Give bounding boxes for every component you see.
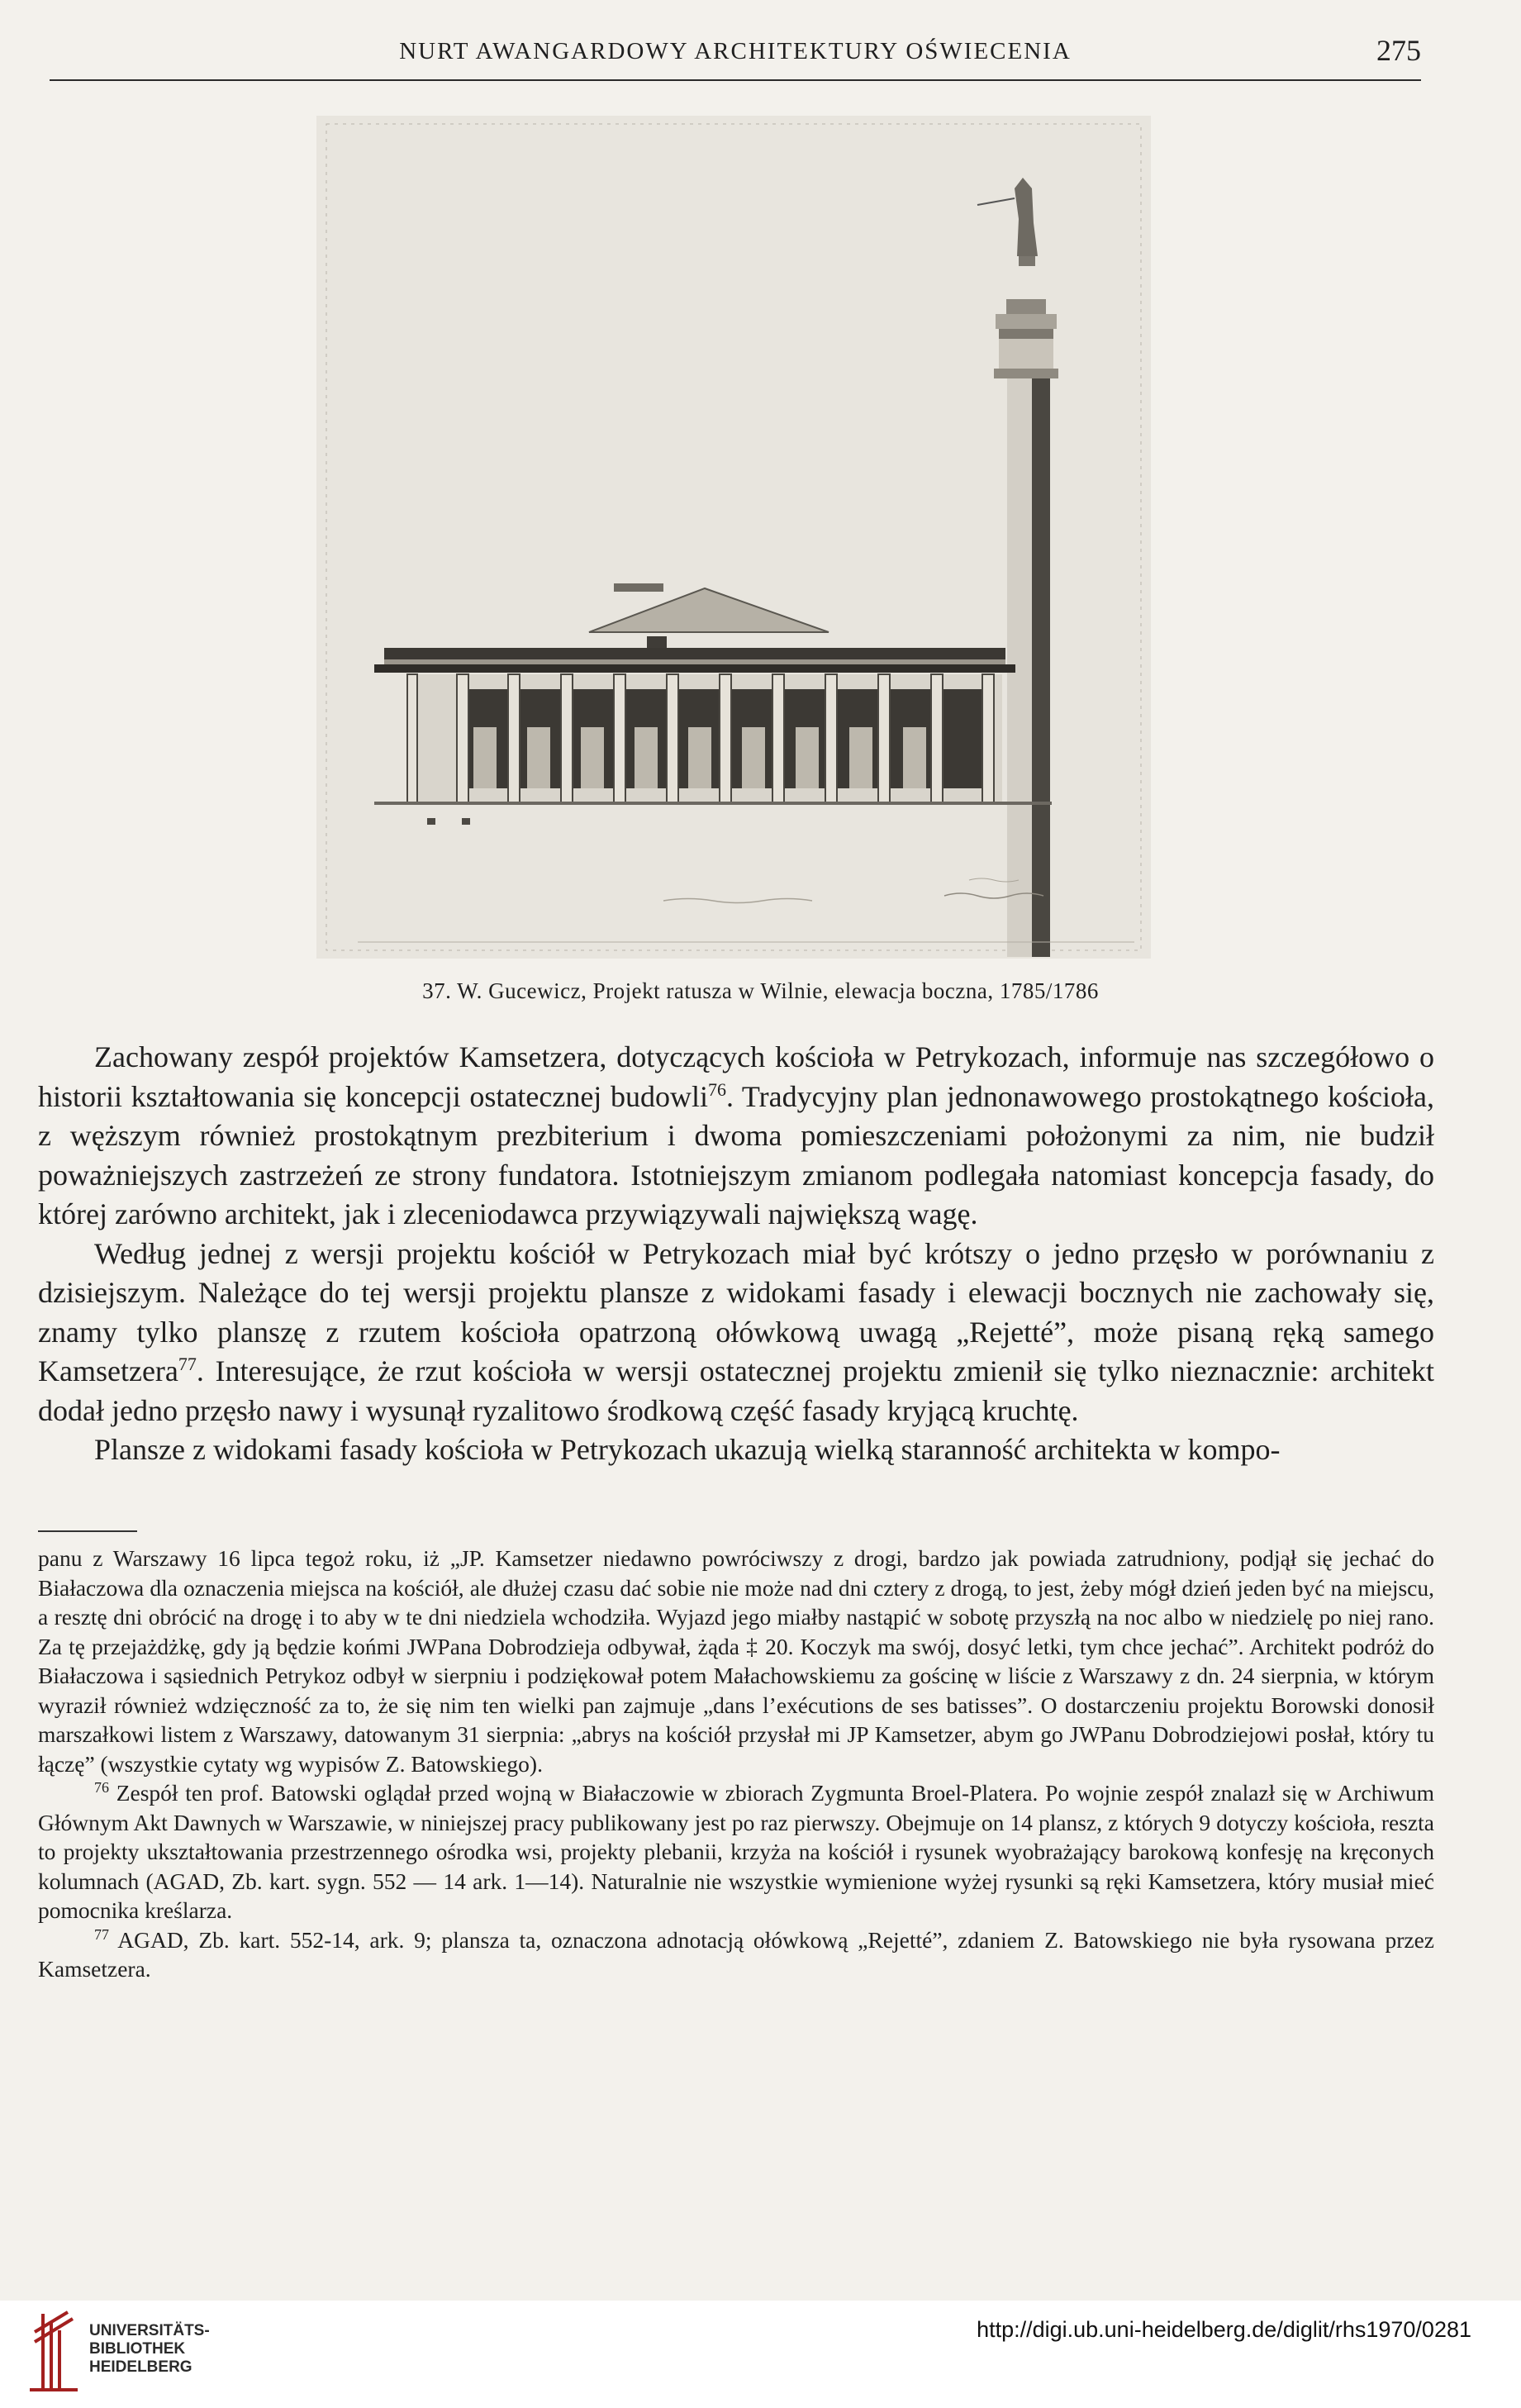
- paragraph: [38, 1235, 1434, 1431]
- library-name-line: HEIDELBERG: [89, 2358, 193, 2376]
- footnote-rule: [38, 1530, 137, 1532]
- footnote-number: 76: [94, 1778, 109, 1796]
- footnote-continued: panu z Warszawy 16 lipca tegoż roku, iż „JP. Kamsetzer niedawno powróciwszy z drogi, bardzo jak powiada zatrudniony, podjął się jechać do Białaczowa dla oznaczenia miejsca na kościół, ale dłużej czasu dać sobie nie może nad dni cztery z drogą, to jest, żeby mógł dzień jeden być na miejscu, a resztę dni obrócić na drogę i to aby w te dni niedziela wchodziła. Wyjazd jego miałby nastąpić w sobotę przyszłą na noc albo w niedzielę po niej rano. Za tę przejażdżkę, gdy ją będzie końmi JWPana Dobrodzieja odbywał, żąda ‡ 20. Koczyk ma swój, dosyć letki, tym chce jechać”. Architekt podróż do Białaczowa i sąsiednich Petrykoz odbył w sierpniu i podziękował potem Małachowskiemu za gościnę w liście z Warszawy z dn. 24 sierpnia, w którym wyraził również wdzięczność za to, że się nim ten wielki pan zajmuje „dans l’exécutions de ses batisses”. O dostarczeniu projektu Borowski donosił marszałkowi listem z Warszawy, datowanym 31 sierpnia: „abrys na kościół przysłał mi JP Kamsetzer, abym go JWPanu Dobrodziejowi posłał, który tu łączę” (wszystkie cytaty wg wypisów Z. Batowskiego).: [38, 1545, 1434, 1777]
- library-logo-icon: [18, 2307, 94, 2398]
- figure-caption: 37. W. Gucewicz, Projekt ratusza w Wilnie, elewacja boczna, 1785/1786: [422, 978, 1099, 1003]
- source-url-link[interactable]: http://digi.ub.uni-heidelberg.de/diglit/rhs1970/0281: [977, 2317, 1471, 2342]
- town-hall-elevation-drawing: [316, 116, 1151, 959]
- footnote-number: 77: [94, 1925, 109, 1943]
- paragraph-text: Plansze z widokami fasady kościoła w Petrykozach ukazują wielką staranność architekta w kompo-: [94, 1433, 1281, 1466]
- paragraph-text: Według jednej z wersji projektu kościół w Petrykozach miał być krótszy o jedno przęsło w porównaniu z dzisiejszym. Należące do tej wersji projektu plansze z widokami fasady i elewacji bocznych nie zachowały się, znamy tylko planszę z rzutem kościoła opatrzoną ołówkową uwagą „Rejetté”, może pisaną ręką samego Kamsetzera: [38, 1236, 1434, 1387]
- paragraph-text: . Interesujące, że rzut kościoła w wersji ostatecznej projektu zmienił się tylko nieznacznie: architekt dodał jedno przęsło nawy i wysunął ryzalitowo środkową część fasady kryjącą kruchtę.: [38, 1354, 1434, 1427]
- digitization-footer: [0, 2301, 1521, 2408]
- footnote-ref: 77: [178, 1354, 197, 1374]
- footnote-text: AGAD, Zb. kart. 552-14, ark. 9; plansza ta, oznaczona adnotacją ołówkową „Rejetté”, zdaniem Z. Batowskiego nie była rysowana przez Kamsetzera.: [38, 1926, 1434, 1982]
- figure-37-drawing: [316, 116, 1151, 959]
- paragraph-text: . Tradycyjny plan jednonawowego prostokątnego kościoła, z węższym również prostokątnym prezbiterium i dwoma pomieszczeniami położonymi za nim, nie budził poważniejszych zastrzeżeń ze strony fundatora. Istotniejszym zmianom podlegała natomiast koncepcja fasady, do której zarówno architekt, jak i zleceniodawca przywiązywali największą wagę.: [38, 1079, 1434, 1230]
- paragraph: [38, 1038, 1434, 1235]
- library-name-line: BIBLIOTHEK: [89, 2340, 186, 2358]
- running-header: [50, 30, 1421, 81]
- colonnade: [407, 674, 1002, 803]
- footnote-76: [38, 1778, 1434, 1925]
- footnotes: [38, 1544, 1434, 1984]
- paragraph: [38, 1430, 1434, 1470]
- page-number: 275: [1376, 34, 1421, 67]
- paragraph-text: Zachowany zespół projektów Kamsetzera, dotyczących kościoła w Petrykozach, informuje nas szczegółowo o historii kształtowania się koncepcji ostatecznej budowli: [38, 1040, 1434, 1113]
- footnote-ref: 76: [707, 1078, 726, 1100]
- running-title: NURT AWANGARDOWY ARCHITEKTURY OŚWIECENIA: [399, 38, 1072, 64]
- library-name-line: UNIVERSITÄTS-: [89, 2322, 210, 2339]
- main-text: [38, 1038, 1434, 1470]
- library-name: [89, 2322, 210, 2377]
- footnote-77: [38, 1925, 1434, 1984]
- footnote-text: Zespół ten prof. Batowski oglądał przed wojną w Białaczowie w zbiorach Zygmunta Broel-Platera. Po wojnie zespół znalazł się w Archiwum Głównym Akt Dawnych w Warszawie, w niniejszej pracy publikowany jest po raz pierwszy. Obejmuje on 14 plansz, z których 9 dotyczy kościoła, reszta to projekty ukształtowania przestrzennego ośrodka wsi, projekty plebanii, krzyża na kościół i rysunek wyobrażający barokową konfesję na kręconych kolumnach (AGAD, Zb. kart. sygn. 552 — 14 ark. 1—14). Naturalnie nie wszystkie wymienione wyżej rysunki są ręki Kamsetzera, który musiał mieć pomocnika kreślarza.: [38, 1780, 1434, 1923]
